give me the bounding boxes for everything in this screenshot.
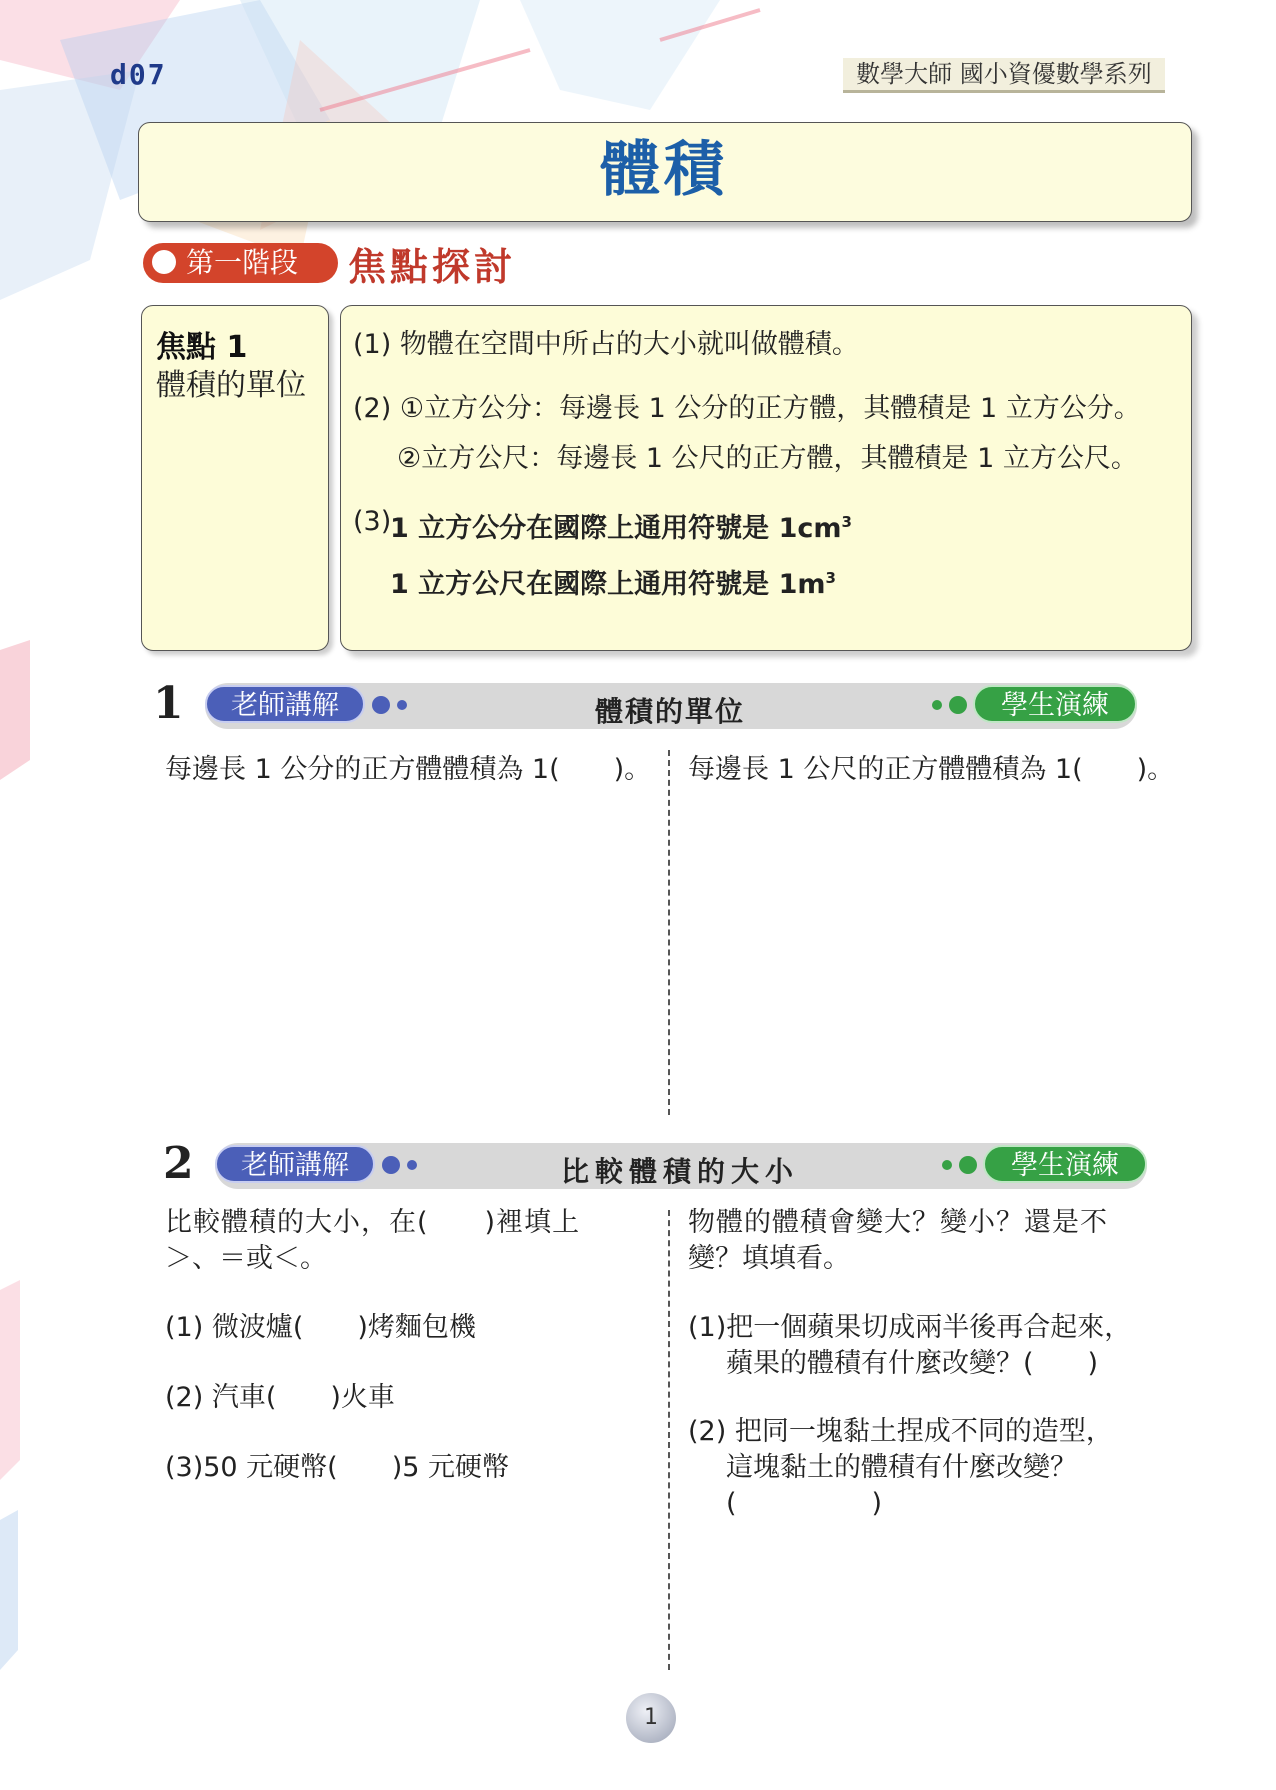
focus-subtitle: 體積的單位 [156,368,306,403]
stage-title: 焦點探討 [348,245,517,289]
page-number: 1 [626,1693,676,1743]
dot-icon [959,1156,977,1174]
stage-label: 第一階段 [186,246,299,279]
section-2-left-q3: (3)50 元硬幣( )5 元硬幣 [165,1452,510,1483]
section-2-right-intro: 物體的體積會變大？變小？還是不 [688,1207,1108,1238]
focus-line-5-text: 1 立方公尺在國際上通用符號是 1m [390,569,826,600]
section-2-left-intro: 比較體積的大小，在( )裡填上 [165,1207,581,1238]
dot-icon [932,700,942,710]
section-1-title: 體積的單位 [594,695,745,728]
section-2-left-q2: (2) 汽車( )火車 [165,1382,395,1413]
section-2-right-q2: 這塊黏土的體積有什麼改變？ [726,1452,1077,1483]
focus-line-4 [390,506,852,545]
dot-icon [949,696,967,714]
dot-icon [382,1156,400,1174]
section-2-title: 比較體積的大小 [560,1155,799,1188]
dot-icon [407,1160,417,1170]
section-2-number: 2 [163,1138,194,1189]
section-2-right-q1: (1)把一個蘋果切成兩半後再合起來， [688,1312,1132,1343]
column-divider [668,750,670,1115]
superscript: 3 [841,513,852,531]
focus-line-3: ②立方公尺：每邊長 1 公尺的正方體，其體積是 1 立方公尺。 [397,443,1138,474]
section-1-left-question: 每邊長 1 公分的正方體體積為 1( )。 [165,754,652,785]
page-title: 體積 [600,135,728,205]
section-2-right-q2: (2) 把同一塊黏土捏成不同的造型， [688,1416,1113,1447]
bullet-icon [152,250,176,274]
student-badge: 學生演練 [973,685,1137,723]
focus-line-4-prefix: (3) [353,506,392,537]
series-label: 數學大師 國小資優數學系列 [843,58,1165,93]
section-2-left-intro: ＞、＝或＜。 [165,1243,327,1274]
superscript: 3 [825,569,836,587]
dot-icon [372,696,390,714]
focus-line-1: (1) 物體在空間中所占的大小就叫做體積。 [353,329,859,360]
dot-icon [397,700,407,710]
focus-line-5 [390,562,836,601]
section-2-right-intro: 變？填填看。 [688,1243,850,1274]
page-code: d07 [110,58,167,91]
student-badge: 學生演練 [983,1145,1147,1183]
focus-line-2: (2) ①立方公分：每邊長 1 公分的正方體，其體積是 1 立方公分。 [353,393,1141,424]
section-2-right-q2: ( ) [726,1488,883,1519]
column-divider [668,1210,670,1670]
section-2-left-q1: (1) 微波爐( )烤麵包機 [165,1312,476,1343]
focus-line-4-text: 1 立方公分在國際上通用符號是 1cm [390,513,842,544]
teacher-badge: 老師講解 [205,685,365,723]
focus-heading: 焦點 1 [156,330,248,365]
section-1-right-question: 每邊長 1 公尺的正方體體積為 1( )。 [688,754,1175,785]
dot-icon [942,1160,952,1170]
section-2-right-q1: 蘋果的體積有什麼改變？( ) [726,1348,1099,1379]
teacher-badge: 老師講解 [215,1145,375,1183]
section-1-number: 1 [153,678,184,729]
